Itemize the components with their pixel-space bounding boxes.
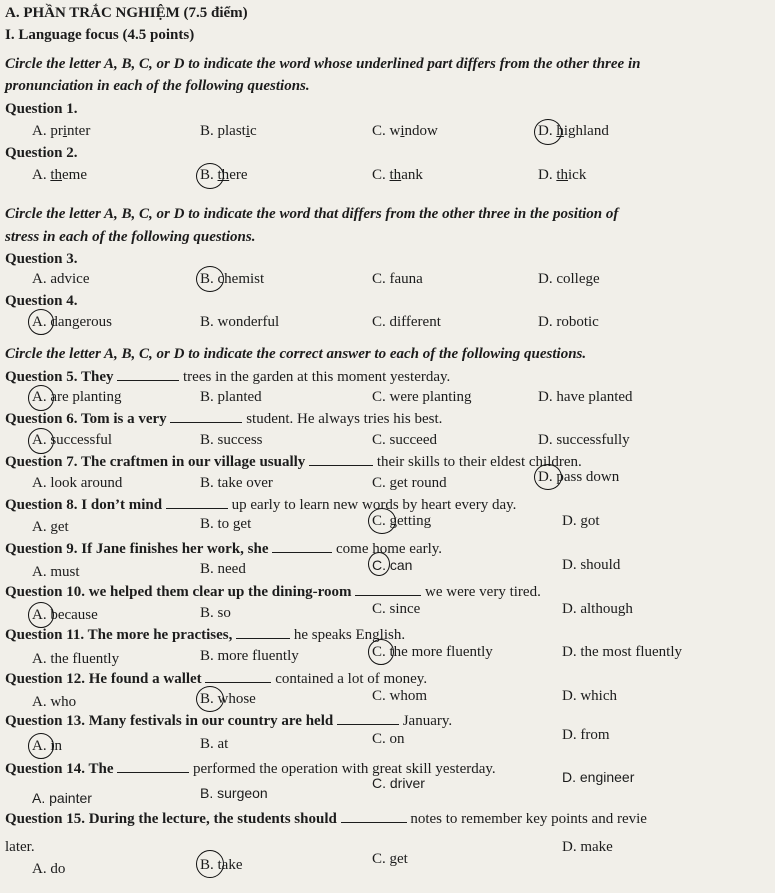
underlined-part: th	[50, 167, 63, 183]
question-15-stem	[5, 810, 647, 828]
question-8-stem	[5, 496, 516, 514]
question-4-label: Question 4.	[5, 293, 78, 309]
underlined-part: i	[400, 123, 405, 139]
stem-text: Question 9. If Jane finishes her work, she	[5, 541, 269, 557]
question-2-option-c[interactable]	[372, 166, 423, 184]
stem-text: Question 13. Many festivals in our country are held	[5, 713, 334, 729]
question-15-option-a[interactable]: A. do	[32, 861, 66, 877]
stem-text: Question 11. The more he practises,	[5, 627, 233, 643]
option-text: nter	[67, 123, 91, 139]
question-13-option-c[interactable]: C. on	[372, 731, 405, 747]
stem-text: Question 7. The craftmen in our village usually	[5, 454, 306, 470]
answer-blank[interactable]	[205, 670, 271, 683]
stem-text: performed the operation with great skill yesterday.	[193, 761, 496, 777]
question-8-option-b[interactable]: B. to get	[200, 516, 252, 532]
question-14-option-a[interactable]: A. painter	[32, 790, 92, 806]
question-9-option-a[interactable]: A. must	[32, 564, 80, 580]
question-13-option-a[interactable]: A. in	[32, 738, 62, 754]
question-9-option-d[interactable]: D. should	[562, 557, 621, 573]
question-9-option-b[interactable]: B. need	[200, 561, 246, 577]
question-4-option-d[interactable]: D. robotic	[538, 314, 599, 330]
underlined-part: th	[389, 167, 402, 183]
question-7-option-d[interactable]: D. pass down	[538, 469, 620, 485]
question-10-option-c[interactable]: C. since	[372, 601, 421, 617]
question-2-option-a[interactable]	[32, 166, 87, 184]
option-text: ere	[229, 167, 248, 183]
underlined-part: h	[556, 123, 564, 139]
question-2-label: Question 2.	[5, 145, 78, 161]
question-3-option-b[interactable]: B. chemist	[200, 271, 265, 287]
question-10-option-d[interactable]: D. although	[562, 601, 633, 617]
question-5-option-a[interactable]: A. are planting	[32, 389, 122, 405]
question-6-option-d[interactable]: D. successfully	[538, 432, 630, 448]
question-11-option-b[interactable]: B. more fluently	[200, 648, 299, 664]
question-15-option-b[interactable]: B. take	[200, 857, 243, 873]
part-title: I. Language focus (4.5 points)	[5, 27, 195, 43]
answer-blank[interactable]	[166, 496, 228, 509]
question-13-option-d[interactable]: D. from	[562, 727, 610, 743]
stem-text: Question 5. They	[5, 369, 114, 385]
option-text: ank	[401, 167, 423, 183]
instruction-stress-1: Circle the letter A, B, C, or D to indicate the word that differs from the other three in the position of	[5, 206, 619, 222]
instruction-stress-2: stress in each of the following questions.	[5, 229, 256, 245]
answer-blank[interactable]	[355, 583, 421, 596]
option-text: A.	[32, 167, 51, 183]
section-title: A. PHẦN TRẮC NGHIỆM (7.5 điểm)	[5, 5, 248, 21]
option-text: C.	[372, 167, 390, 183]
stem-text: notes to remember key points and revie	[410, 811, 647, 827]
answer-blank[interactable]	[309, 453, 373, 466]
question-12-option-d[interactable]: D. which	[562, 688, 617, 704]
stem-text: January.	[402, 713, 453, 729]
option-text: ndow	[404, 123, 438, 139]
stem-text: contained a lot of money.	[275, 671, 428, 687]
underlined-part: th	[556, 167, 569, 183]
question-15-stem-continued: later.	[5, 839, 35, 855]
stem-text: Question 8. I don’t mind	[5, 497, 163, 513]
question-4-option-c[interactable]: C. different	[372, 314, 441, 330]
question-2-option-b[interactable]	[200, 166, 248, 184]
question-12-option-b[interactable]: B. whose	[200, 691, 256, 707]
option-text: D.	[538, 123, 557, 139]
question-1-option-a[interactable]	[32, 122, 90, 140]
option-text: D.	[538, 167, 557, 183]
question-3-label: Question 3.	[5, 251, 78, 267]
question-8-option-a[interactable]: A. get	[32, 519, 69, 535]
stem-text: he speaks English.	[293, 627, 406, 643]
stem-text: Question 14. The	[5, 761, 114, 777]
answer-blank[interactable]	[337, 712, 399, 725]
question-5-option-d[interactable]: D. have planted	[538, 389, 633, 405]
answer-blank[interactable]	[341, 810, 407, 823]
underlined-part: i	[62, 123, 67, 139]
question-5-stem	[5, 368, 450, 386]
option-text: eme	[62, 167, 87, 183]
question-7-option-a[interactable]: A. look around	[32, 475, 123, 491]
question-6-option-b[interactable]: B. success	[200, 432, 263, 448]
question-1-option-d[interactable]	[538, 122, 609, 140]
question-7-option-b[interactable]: B. take over	[200, 475, 273, 491]
question-14-option-b[interactable]: B. surgeon	[200, 785, 268, 801]
instruction-pronunciation-1: Circle the letter A, B, C, or D to indicate the word whose underlined part differs from the other three in	[5, 56, 641, 72]
question-7-stem	[5, 453, 582, 471]
question-15-option-d[interactable]: D. make	[562, 839, 613, 855]
question-10-stem	[5, 583, 541, 601]
question-12-option-c[interactable]: C. whom	[372, 688, 428, 704]
question-1-option-b[interactable]	[200, 122, 257, 140]
instruction-answer: Circle the letter A, B, C, or D to indicate the correct answer to each of the following questions.	[5, 346, 587, 362]
instruction-pronunciation-2: pronunciation in each of the following questions.	[5, 78, 310, 94]
question-11-option-c[interactable]: C. the more fluently	[372, 644, 493, 660]
question-1-option-c[interactable]	[372, 122, 438, 140]
question-11-option-d[interactable]: D. the most fluently	[562, 644, 682, 660]
question-13-option-b[interactable]: B. at	[200, 736, 229, 752]
stem-text: Question 10. we helped them clear up the dining-room	[5, 584, 352, 600]
answer-blank[interactable]	[236, 626, 290, 639]
stem-text: student. He always tries his best.	[246, 411, 443, 427]
question-5-option-b[interactable]: B. planted	[200, 389, 262, 405]
underlined-part: i	[245, 123, 251, 139]
option-text: A. pr	[32, 123, 63, 139]
question-4-option-a[interactable]: A. dangerous	[32, 314, 112, 330]
question-9-option-c[interactable]: C. can	[372, 557, 413, 573]
option-text: ighland	[563, 123, 609, 139]
question-12-option-a[interactable]: A. who	[32, 694, 77, 710]
question-14-option-c[interactable]: C. driver	[372, 775, 425, 791]
question-3-option-a[interactable]: A. advice	[32, 271, 90, 287]
question-12-stem	[5, 670, 427, 688]
question-14-option-d[interactable]: D. engineer	[562, 769, 635, 785]
answer-blank[interactable]	[117, 368, 179, 381]
question-11-stem	[5, 626, 405, 644]
question-6-option-a[interactable]: A. successful	[32, 432, 112, 448]
option-text: ick	[568, 167, 587, 183]
question-2-option-d[interactable]	[538, 166, 586, 184]
question-3-option-d[interactable]: D. college	[538, 271, 600, 287]
question-11-option-a[interactable]: A. the fluently	[32, 651, 120, 667]
question-10-option-b[interactable]: B. so	[200, 605, 231, 621]
question-4-option-b[interactable]: B. wonderful	[200, 314, 280, 330]
question-6-stem	[5, 410, 442, 428]
stem-text: trees in the garden at this moment yesterday.	[183, 369, 451, 385]
stem-text: Question 12. He found a wallet	[5, 671, 202, 687]
question-3-option-c[interactable]: C. fauna	[372, 271, 423, 287]
underlined-part: th	[217, 167, 230, 183]
answer-blank[interactable]	[170, 410, 242, 423]
stem-text: we were very tired.	[425, 584, 541, 600]
question-7-option-c[interactable]: C. get round	[372, 475, 447, 491]
option-text: C. w	[372, 123, 401, 139]
option-text: B. plast	[200, 123, 246, 139]
option-text: c	[250, 123, 257, 139]
question-8-option-c[interactable]: C. getting	[372, 513, 432, 529]
question-6-option-c[interactable]: C. succeed	[372, 432, 437, 448]
stem-text: Question 15. During the lecture, the students should	[5, 811, 337, 827]
stem-text: their skills to their eldest children.	[376, 454, 582, 470]
question-5-option-c[interactable]: C. were planting	[372, 389, 472, 405]
stem-text: Question 6. Tom is a very	[5, 411, 167, 427]
option-text: B.	[200, 167, 218, 183]
question-15-option-c[interactable]: C. get	[372, 851, 408, 867]
stem-text: come home early.	[336, 541, 443, 557]
question-8-option-d[interactable]: D. got	[562, 513, 600, 529]
question-1-label: Question 1.	[5, 101, 78, 117]
question-10-option-a[interactable]: A. because	[32, 607, 98, 623]
question-13-stem	[5, 712, 452, 730]
stem-text: up early to learn new words by heart every day.	[231, 497, 517, 513]
answer-blank[interactable]	[272, 540, 332, 553]
answer-blank[interactable]	[117, 760, 189, 773]
